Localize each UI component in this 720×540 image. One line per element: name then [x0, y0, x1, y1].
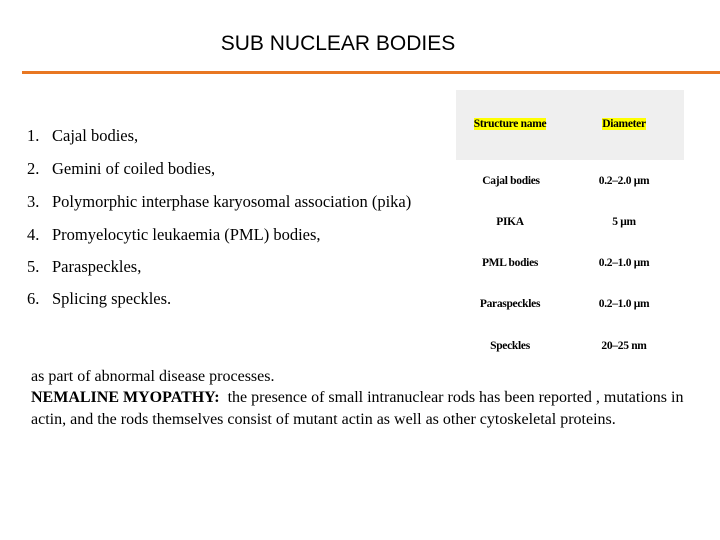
table-cell: 0.2–2.0 μm [598, 175, 650, 187]
list-text: Paraspeckles, [52, 257, 142, 276]
list-item [27, 192, 411, 212]
table-cell: PML bodies [481, 257, 539, 269]
slide-title: SUB NUCLEAR BODIES [220, 32, 456, 55]
paragraph-line: as part of abnormal disease processes. [31, 368, 275, 385]
title-divider [22, 71, 720, 74]
table-cell: 0.2–1.0 μm [598, 298, 650, 310]
list-item [27, 126, 138, 146]
list-number: 1. [27, 126, 40, 145]
nemaline-heading: NEMALINE MYOPATHY: [31, 389, 220, 407]
list-text: Splicing speckles. [52, 289, 172, 308]
list-item [27, 159, 215, 179]
list-number: 3. [27, 192, 40, 211]
list-number: 5. [27, 257, 40, 276]
header-structure-name: Structure name [473, 118, 547, 130]
header-diameter: Diameter [602, 118, 646, 130]
nemaline-text: the presence of small intranuclear rods has been reported , mutations in actin, and the rods themselves consist of mutant actin as well as other cytoskeletal proteins. [31, 389, 688, 428]
body-paragraph [31, 366, 711, 430]
table-header [559, 118, 689, 130]
table-cell: Cajal bodies [482, 175, 540, 187]
list-text: Promyelocytic leukaemia (PML) bodies, [52, 225, 321, 244]
list-item [27, 257, 141, 277]
nemaline-paragraph [31, 387, 711, 430]
table-cell: PIKA [496, 216, 524, 228]
table-cell: 5 μm [612, 216, 636, 228]
list-text: Gemini of coiled bodies, [52, 159, 216, 178]
table-cell: 20–25 nm [601, 340, 647, 352]
table-cell: Speckles [490, 340, 530, 352]
list-item [27, 289, 171, 309]
list-number: 2. [27, 159, 40, 178]
list-number: 6. [27, 289, 40, 308]
table-cell: Paraspeckles [479, 298, 541, 310]
list-item [27, 225, 321, 245]
table-header [445, 118, 575, 130]
table-cell: 0.2–1.0 μm [598, 257, 650, 269]
list-number: 4. [27, 225, 40, 244]
list-text: Cajal bodies, [52, 126, 139, 145]
list-text: Polymorphic interphase karyosomal association (pika) [52, 192, 412, 211]
